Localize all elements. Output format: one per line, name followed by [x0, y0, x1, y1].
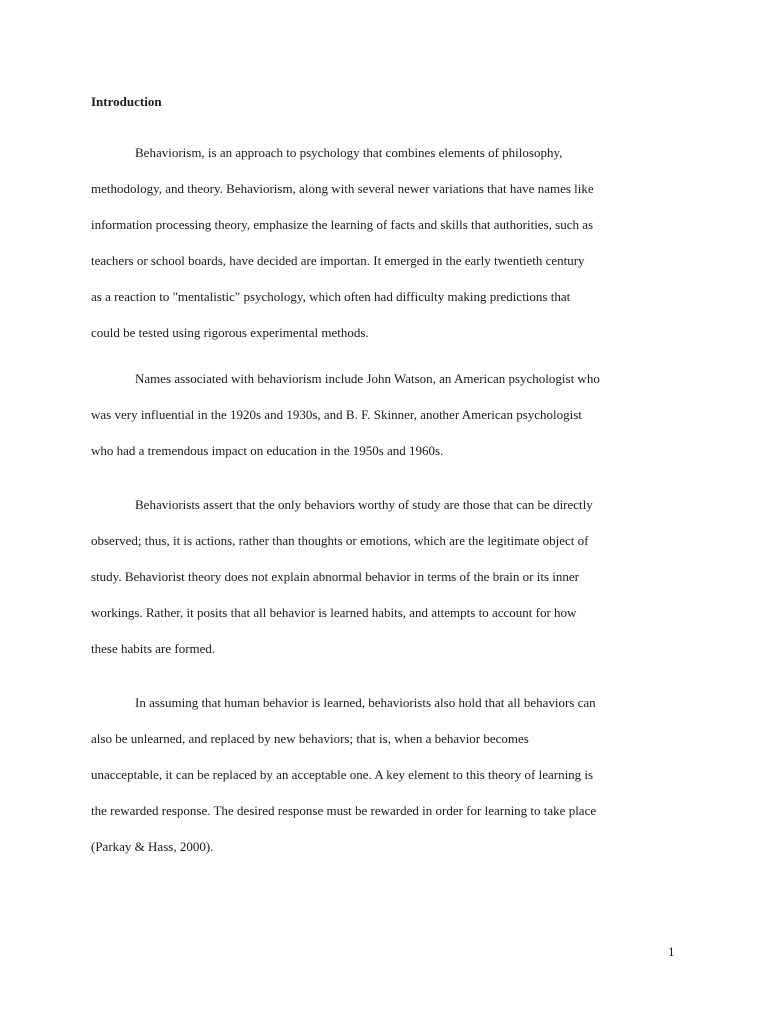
paragraph-line: Behaviorists assert that the only behaviors worthy of study are those that can be directly [135, 497, 593, 512]
paragraph-line: methodology, and theory. Behaviorism, along with several newer variations that have names like [91, 181, 594, 196]
paragraph-3 [91, 487, 687, 667]
paragraph-line: was very influential in the 1920s and 1930s, and B. F. Skinner, another American psychologist [91, 407, 582, 422]
section-heading: Introduction [91, 94, 162, 109]
paragraph-line: the rewarded response. The desired response must be rewarded in order for learning to take place [91, 803, 597, 818]
paragraph-line: study. Behaviorist theory does not explain abnormal behavior in terms of the brain or its inner [91, 569, 579, 584]
paragraph-line: as a reaction to "mentalistic" psychology, which often had difficulty making predictions that [91, 289, 571, 304]
paragraph-line: Names associated with behaviorism include John Watson, an American psychologist who [135, 371, 600, 386]
paragraph-1 [91, 135, 687, 351]
paragraph-2 [91, 361, 687, 469]
paragraph-line: observed; thus, it is actions, rather than thoughts or emotions, which are the legitimate object of [91, 533, 589, 548]
page-number: 1 [668, 944, 675, 959]
paragraph-line: (Parkay & Hass, 2000). [91, 839, 214, 854]
paragraph-line: unacceptable, it can be replaced by an acceptable one. A key element to this theory of learning is [91, 767, 594, 782]
paragraph-line: Behaviorism, is an approach to psychology that combines elements of philosophy, [135, 145, 563, 160]
paragraph-line: who had a tremendous impact on education in the 1950s and 1960s. [91, 443, 444, 458]
paragraph-line: In assuming that human behavior is learned, behaviorists also hold that all behaviors can [135, 695, 596, 710]
paragraph-line: workings. Rather, it posits that all behavior is learned habits, and attempts to account for how [91, 605, 577, 620]
paragraph-4 [91, 685, 687, 865]
paragraph-line: information processing theory, emphasize the learning of facts and skills that authorities, such as [91, 217, 594, 232]
paragraph-line: these habits are formed. [91, 641, 216, 656]
paragraph-line: also be unlearned, and replaced by new behaviors; that is, when a behavior becomes [91, 731, 529, 746]
paragraph-line: teachers or school boards, have decided are importan. It emerged in the early twentieth century [91, 253, 585, 268]
paragraph-line: could be tested using rigorous experimental methods. [91, 325, 369, 340]
